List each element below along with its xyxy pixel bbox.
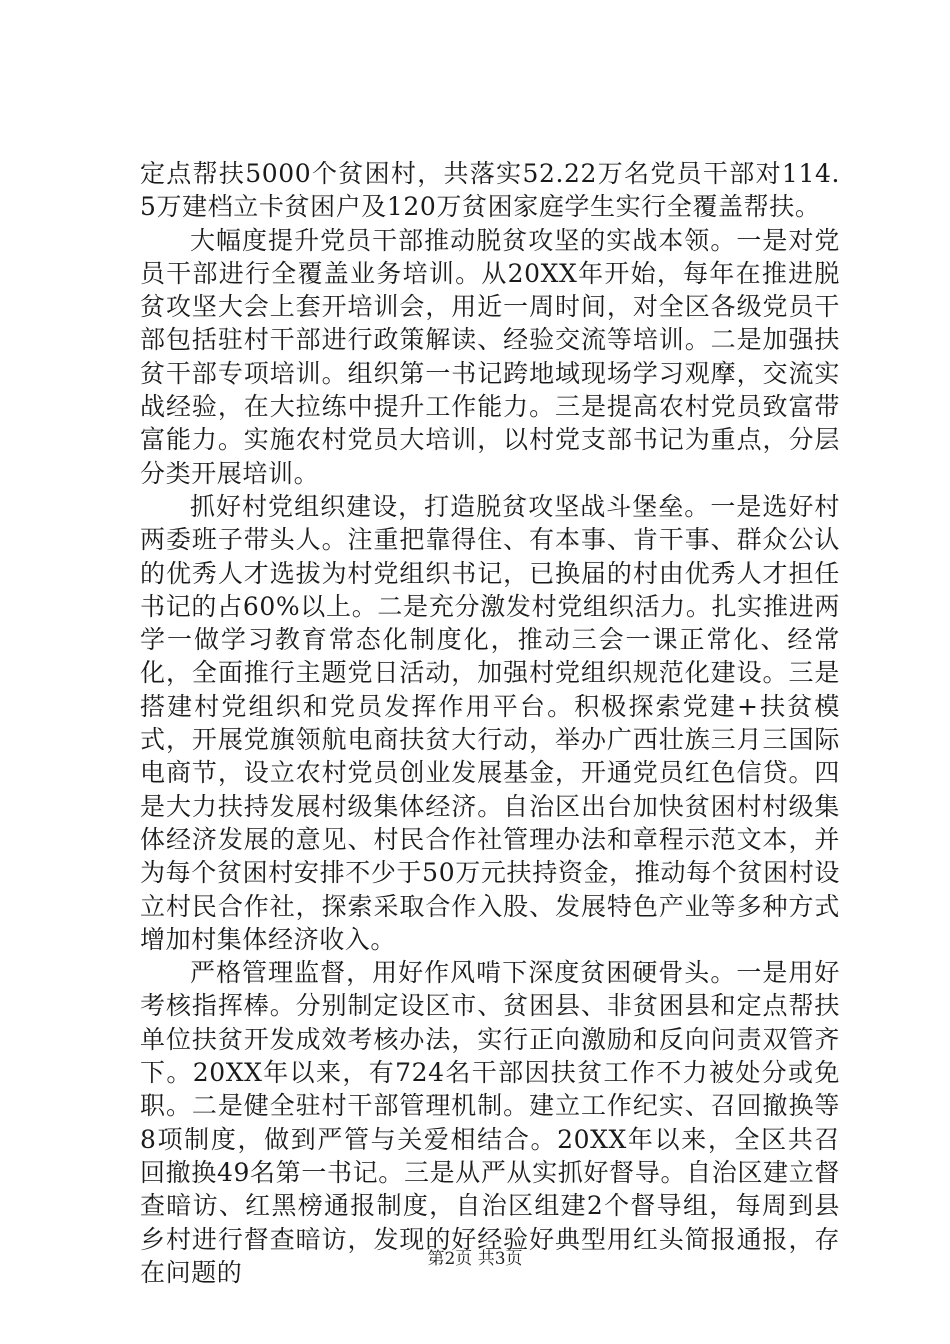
paragraph-1: 定点帮扶5000个贫困村，共落实52.22万名党员干部对114.5万建档立卡贫困户及120万贫困家庭学生实行全覆盖帮扶。 — [140, 159, 840, 222]
paragraph-2: 大幅度提升党员干部推动脱贫攻坚的实战本领。一是对党员干部进行全覆盖业务培训。从20XX年开始，每年在推进脱贫攻坚大会上套开培训会，用近一周时间，对全区各级党员干部包括驻村干部进行政策解读、经验交流等培训。二是加强扶贫干部专项培训。组织第一书记跨地域现场学习观摩，交流实战经验，在大拉练中提升工作能力。三是提高农村党员致富带富能力。实施农村党员大培训，以村党支部书记为重点，分层分类开展培训。 — [140, 225, 840, 488]
paragraph-4: 严格管理监督，用好作风啃下深度贫困硬骨头。一是用好考核指挥棒。分别制定设区市、贫困县、非贫困县和定点帮扶单位扶贫开发成效考核办法，实行正向激励和反向问责双管齐下。20XX年以来，有724名干部因扶贫工作不力被处分或免职。二是健全驻村干部管理机制。建立工作纪实、召回撤换等8项制度，做到严管与关爱相结合。20XX年以来，全区共召回撤换49名第一书记。三是从严从实抓好督导。自治区建立督查暗访、红黑榜通报制度，自治区组建2个督导组，每周到县乡村进行督查暗访，发现的好经验好典型用红头简报通报，存在问题的 — [140, 958, 840, 1287]
page-footer: 第2页 共3页 — [427, 1249, 523, 1269]
paragraph-3: 抓好村党组织建设，打造脱贫攻坚战斗堡垒。一是选好村两委班子带头人。注重把靠得住、有本事、肯干事、群众公认的优秀人才选拔为村党组织书记，已换届的村由优秀人才担任书记的占60%以上。二是充分激发村党组织活力。扎实推进两学一做学习教育常态化制度化，推动三会一课正常化、经常化，全面推行主题党日活动，加强村党组织规范化建设。三是搭建村党组织和党员发挥作用平台。积极探索党建+扶贫模式，开展党旗领航电商扶贫大行动，举办广西壮族三月三国际电商节，设立农村党员创业发展基金，开通党员红色信贷。四是大力扶持发展村级集体经济。自治区出台加快贫困村村级集体经济发展的意见、村民合作社管理办法和章程示范文本，并为每个贫困村安排不少于50万元扶持资金，推动每个贫困村设立村民合作社，探索采取合作入股、发展特色产业等多种方式增加村集体经济收入。 — [140, 491, 840, 954]
document-body — [140, 157, 840, 1289]
